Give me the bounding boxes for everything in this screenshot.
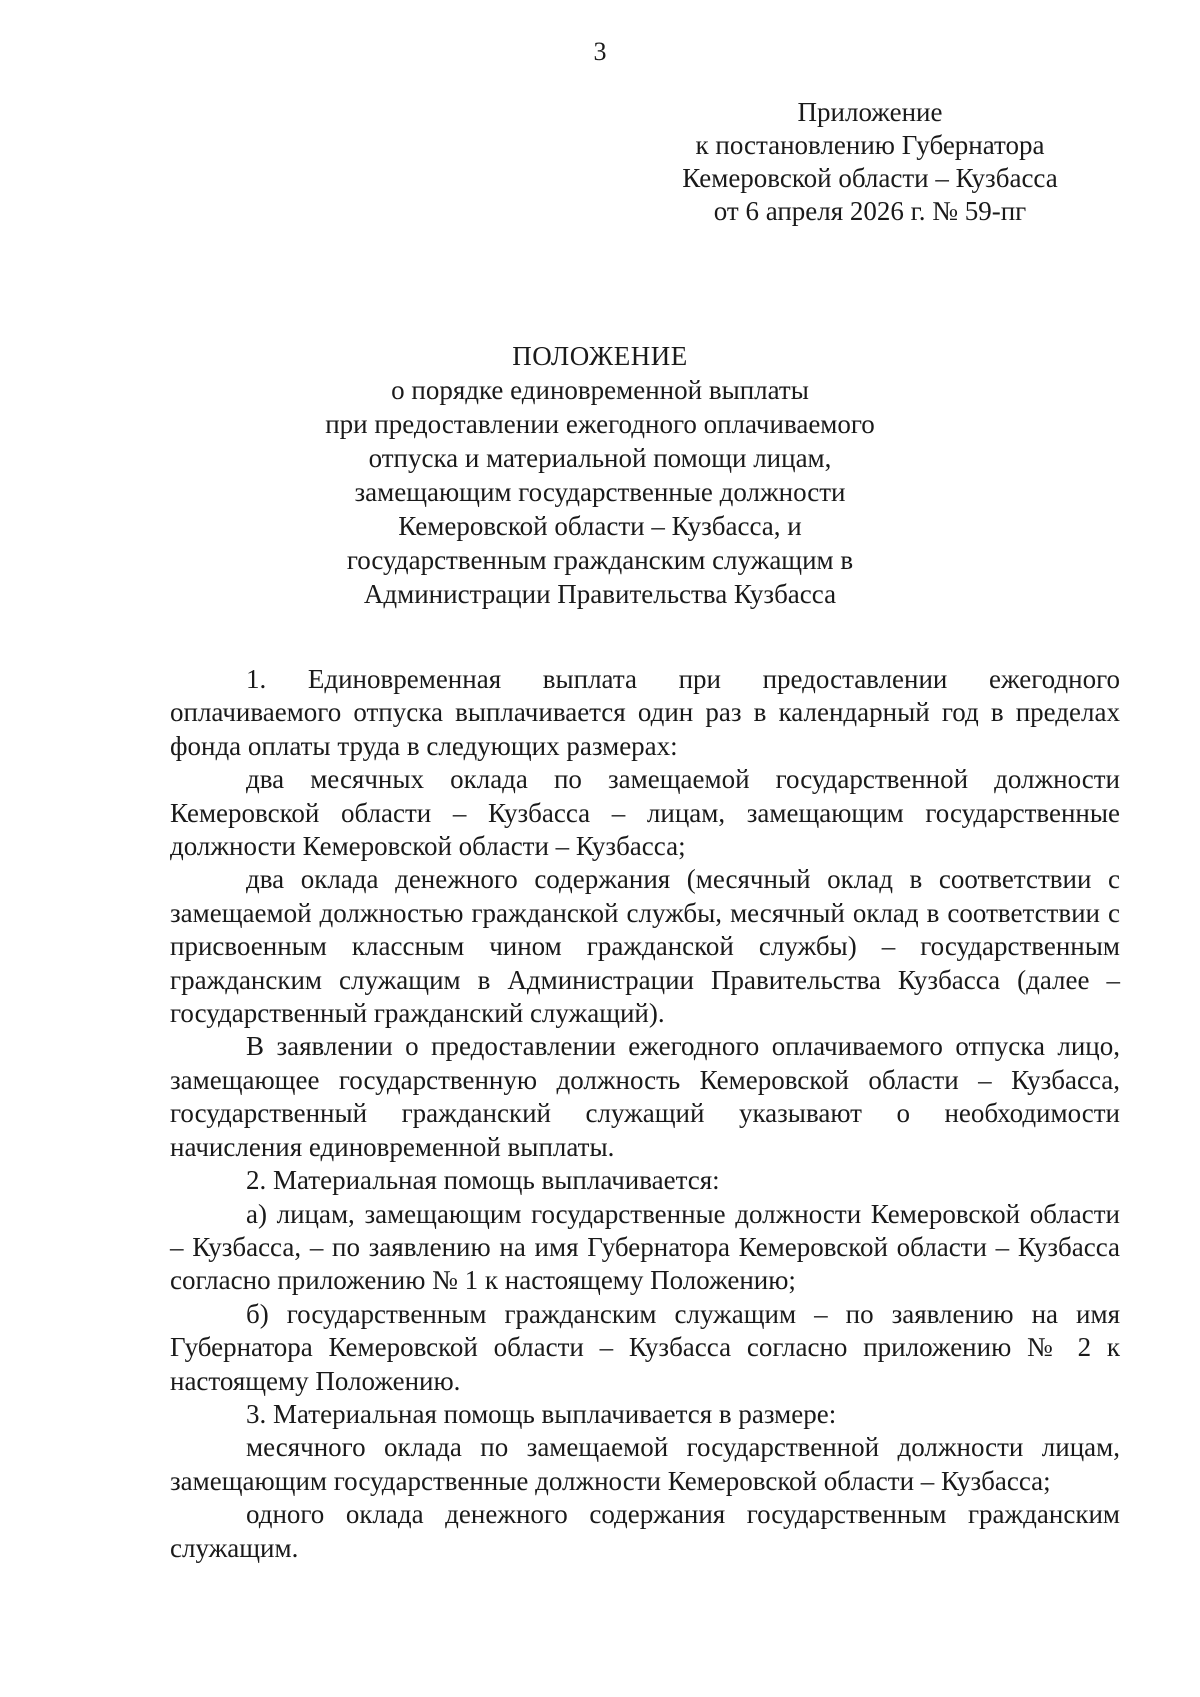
title-line: государственным гражданским служащим в: [346, 545, 854, 575]
page-number: 3: [593, 37, 607, 66]
title-line: Кемеровской области – Кузбасса, и: [398, 511, 802, 541]
annex-header: [640, 96, 1100, 228]
document-title-block: [200, 339, 1000, 611]
annex-line: Кемеровской области – Кузбасса: [682, 163, 1058, 193]
annex-line: Приложение: [797, 97, 943, 127]
annex-line: от 6 апреля 2026 г. № 59-пг: [713, 196, 1027, 226]
paragraph: В заявлении о предоставлении ежегодного оплачиваемого отпуска лицо, замещающее государственную должность Кемеровской области – Кузбасса, государственный гражданский служащий указывают о необходимости начисления единовременной выплаты.: [170, 1031, 1120, 1162]
document-title: ПОЛОЖЕНИЕ: [512, 341, 688, 371]
paragraph: а) лицам, замещающим государственные должности Кемеровской области – Кузбасса, – по заявлению на имя Губернатора Кемеровской области – Кузбасса согласно приложению № 1 к настоящему Положению;: [170, 1198, 1120, 1296]
paragraph: два оклада денежного содержания (месячный оклад в соответствии с замещаемой должностью гражданской службы, месячный оклад в соответствии с присвоенным классным чином гражданской службы) – государственным гражданским служащим в Администрации Правительства Кузбасса (далее – государственный гражданский служащий).: [170, 864, 1120, 1029]
paragraph: 3. Материальная помощь выплачивается в размере:: [246, 1398, 837, 1429]
paragraph: месячного оклада по замещаемой государственной должности лицам, замещающим государственные должности Кемеровской области – Кузбасса;: [170, 1432, 1120, 1496]
annex-line: к постановлению Губернатора: [695, 130, 1045, 160]
title-line: о порядке единовременной выплаты: [391, 375, 809, 405]
title-line: отпуска и материальной помощи лицам,: [368, 443, 832, 473]
title-line: при предоставлении ежегодного оплачиваемого: [325, 409, 875, 439]
title-line: замещающим государственные должности: [354, 477, 846, 507]
document-body: [170, 663, 1120, 1565]
paragraph: одного оклада денежного содержания государственным гражданским служащим.: [170, 1499, 1120, 1563]
paragraph: б) государственным гражданским служащим – по заявлению на имя Губернатора Кемеровской области – Кузбасса согласно приложению № 2 к настоящему Положению.: [170, 1298, 1120, 1396]
title-line: Администрации Правительства Кузбасса: [363, 579, 837, 609]
paragraph: два месячных оклада по замещаемой государственной должности Кемеровской области – Кузбасса – лицам, замещающим государственные должности Кемеровской области – Кузбасса;: [170, 764, 1120, 862]
paragraph: 2. Материальная помощь выплачивается:: [246, 1165, 720, 1196]
paragraph: 1. Единовременная выплата при предоставлении ежегодного оплачиваемого отпуска выплачивается один раз в календарный год в пределах фонда оплаты труда в следующих размерах:: [170, 664, 1120, 761]
